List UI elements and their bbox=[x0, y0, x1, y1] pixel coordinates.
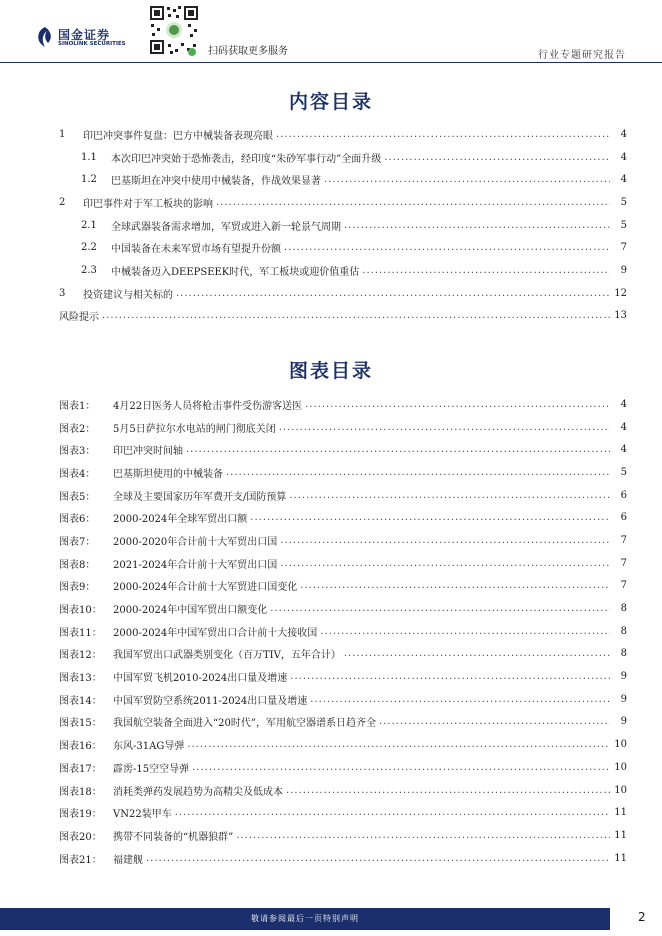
leader-dots bbox=[236, 830, 610, 841]
contents-title: 内容目录 bbox=[288, 91, 373, 113]
logo-mark-icon bbox=[36, 26, 54, 48]
toc-entry-page: 5 bbox=[620, 196, 627, 208]
leader-dots bbox=[279, 422, 610, 433]
leader-dots bbox=[379, 716, 610, 727]
figure-entry-title: 2000-2024年中国军贸出口额变化 bbox=[113, 605, 268, 617]
toc-entry-title: 投资建议与相关标的 bbox=[83, 289, 173, 301]
figure-entry[interactable] bbox=[59, 620, 627, 643]
figure-entry[interactable] bbox=[59, 461, 627, 484]
figure-entry-page: 4 bbox=[620, 421, 627, 433]
figure-entry-number: 图表9： bbox=[59, 582, 96, 594]
figure-entry[interactable] bbox=[59, 416, 627, 439]
header-divider bbox=[0, 62, 662, 63]
leader-dots bbox=[276, 129, 610, 140]
figure-entry-title: 巴基斯坦使用的中械装备 bbox=[113, 468, 223, 480]
figure-entry[interactable] bbox=[59, 438, 627, 461]
figure-entry-title: 2000-2020年合计前十大军贸出口国 bbox=[113, 536, 278, 548]
figure-entry-title: 福建舰 bbox=[113, 854, 143, 866]
figure-entry-page: 9 bbox=[620, 716, 627, 728]
figure-entry-title: 5月5日萨拉尔水电站的闸门彻底关闭 bbox=[113, 423, 276, 435]
leader-dots bbox=[175, 807, 610, 818]
figures-list bbox=[59, 393, 627, 869]
figure-entry[interactable] bbox=[59, 643, 627, 666]
leader-dots bbox=[146, 853, 610, 864]
toc-entry-page: 5 bbox=[620, 219, 627, 231]
leader-dots bbox=[344, 220, 610, 231]
figure-entry-page: 8 bbox=[620, 625, 627, 637]
figure-entry-number: 图表7： bbox=[59, 536, 96, 548]
leader-dots bbox=[176, 288, 610, 299]
figure-entry[interactable] bbox=[59, 506, 627, 529]
toc-entry[interactable] bbox=[59, 146, 627, 169]
figure-entry-title: 2021-2024年合计前十大军贸出口国 bbox=[113, 559, 278, 571]
leader-dots bbox=[186, 444, 610, 455]
figure-entry-number: 图表10： bbox=[59, 605, 102, 617]
figure-entry-number: 图表20： bbox=[59, 831, 102, 843]
leader-dots bbox=[362, 265, 610, 276]
toc-entry-page: 12 bbox=[614, 287, 627, 299]
figure-entry-title: VN22装甲车 bbox=[113, 809, 172, 821]
toc-entry-number: 2.1 bbox=[81, 219, 97, 231]
figure-entry[interactable] bbox=[59, 779, 627, 802]
figure-entry[interactable] bbox=[59, 552, 627, 575]
report-type-label: 行业专题研究报告 bbox=[538, 50, 626, 61]
leader-dots bbox=[320, 626, 610, 637]
page-number: 2 bbox=[638, 910, 646, 924]
figure-entry[interactable] bbox=[59, 847, 627, 870]
figure-entry-number: 图表17： bbox=[59, 763, 102, 775]
logo-english-name: SINOLINK SECURITIES bbox=[58, 41, 126, 47]
figure-entry[interactable] bbox=[59, 393, 627, 416]
figure-entry-title: 消耗类弹药发展趋势为高精尖及低成本 bbox=[113, 786, 283, 798]
figure-entry-title: 全球及主要国家历年军费开支/国防预算 bbox=[113, 491, 287, 503]
leader-dots bbox=[250, 512, 610, 523]
figure-entry-title: 2000-2024年全球军贸出口额 bbox=[113, 514, 248, 526]
toc-entry-number: 2.2 bbox=[81, 242, 97, 254]
toc-entry-page: 4 bbox=[620, 128, 627, 140]
figure-entry[interactable] bbox=[59, 756, 627, 779]
toc-entry[interactable] bbox=[59, 259, 627, 282]
figure-entry-number: 图表19： bbox=[59, 809, 102, 821]
leader-dots bbox=[187, 739, 610, 750]
figure-entry[interactable] bbox=[59, 733, 627, 756]
figure-entry-number: 图表13： bbox=[59, 673, 102, 685]
figure-entry-number: 图表3： bbox=[59, 446, 96, 458]
toc-entry-title: 巴基斯坦在冲突中使用中械装备，作战效果显著 bbox=[111, 176, 321, 188]
figure-entry-number: 图表1： bbox=[59, 400, 96, 412]
figure-entry-page: 6 bbox=[620, 512, 627, 524]
toc-entry-title: 中械装备迈入DEEPSEEK时代，军工板块或迎价值重估 bbox=[111, 266, 360, 278]
toc-entry[interactable] bbox=[59, 305, 627, 328]
page-header bbox=[0, 0, 662, 64]
toc-entry-number: 1.1 bbox=[81, 151, 97, 163]
figure-entry-page: 4 bbox=[620, 444, 627, 456]
figure-entry-number: 图表6： bbox=[59, 514, 96, 526]
figure-entry-page: 11 bbox=[614, 852, 627, 864]
contents-list bbox=[59, 123, 627, 327]
figure-entry-title: 东风-31AG导弹 bbox=[113, 741, 185, 753]
toc-entry-title: 风险提示 bbox=[59, 312, 99, 324]
leader-dots bbox=[310, 694, 610, 705]
footer-disclaimer: 敬请参阅最后一页特别声明 bbox=[251, 914, 359, 923]
toc-entry-page: 4 bbox=[620, 151, 627, 163]
figure-entry-title: 携带不同装备的“机器狼群” bbox=[113, 831, 234, 843]
figure-entry-number: 图表21： bbox=[59, 854, 102, 866]
toc-entry-page: 13 bbox=[614, 310, 627, 322]
page-footer-bar bbox=[0, 908, 610, 930]
toc-entry-number: 2.3 bbox=[81, 264, 97, 276]
figure-entry-number: 图表4： bbox=[59, 468, 96, 480]
figure-entry-title: 我国航空装备全面进入“20时代”，军用航空器谱系日趋齐全 bbox=[113, 718, 376, 730]
figure-entry-number: 图表12： bbox=[59, 650, 102, 662]
sinolink-logo bbox=[36, 24, 136, 54]
figure-entry-title: 2000-2024年中国军贸出口合计前十大接收国 bbox=[113, 627, 318, 639]
toc-entry-number: 1 bbox=[59, 128, 66, 140]
figure-entry[interactable] bbox=[59, 688, 627, 711]
toc-entry[interactable] bbox=[59, 168, 627, 191]
logo-chinese-name: 国金证券 bbox=[58, 28, 111, 42]
toc-entry-number: 2 bbox=[59, 196, 66, 208]
figure-entry[interactable] bbox=[59, 597, 627, 620]
figure-entry-title: 霹雳-15空空导弹 bbox=[113, 763, 190, 775]
figure-entry-page: 7 bbox=[620, 580, 627, 592]
leader-dots bbox=[280, 558, 610, 569]
figure-entry-title: 印巴冲突时间轴 bbox=[113, 446, 183, 458]
figure-entry-title: 我国军贸出口武器类别变化（百万TIV，五年合计） bbox=[113, 650, 341, 662]
toc-entry-title: 印巴冲突事件复盘：巴方中械装备表现亮眼 bbox=[83, 130, 273, 142]
leader-dots bbox=[280, 535, 610, 546]
figure-entry-title: 中国军贸防空系统2011-2024出口量及增速 bbox=[113, 695, 308, 707]
leader-dots bbox=[290, 671, 610, 682]
toc-entry[interactable] bbox=[59, 282, 627, 305]
figure-entry-title: 2000-2024年合计前十大军贸进口国变化 bbox=[113, 582, 298, 594]
figure-entry-page: 10 bbox=[614, 784, 627, 796]
scan-for-more-text: 扫码获取更多服务 bbox=[208, 46, 288, 57]
leader-dots bbox=[284, 242, 610, 253]
figure-entry-page: 11 bbox=[614, 807, 627, 819]
figure-entry-page: 4 bbox=[620, 398, 627, 410]
leader-dots bbox=[344, 648, 610, 659]
figure-entry[interactable] bbox=[59, 824, 627, 847]
figure-entry-page: 7 bbox=[620, 534, 627, 546]
leader-dots bbox=[192, 762, 610, 773]
figure-entry-title: 中国军贸飞机2010-2024出口量及增速 bbox=[113, 673, 288, 685]
figure-entry-number: 图表2： bbox=[59, 423, 96, 435]
figure-entry[interactable] bbox=[59, 484, 627, 507]
leader-dots bbox=[324, 174, 610, 185]
leader-dots bbox=[270, 603, 610, 614]
toc-entry-number: 3 bbox=[59, 287, 66, 299]
figure-entry-page: 9 bbox=[620, 671, 627, 683]
figure-entry-number: 图表16： bbox=[59, 741, 102, 753]
figure-entry[interactable] bbox=[59, 711, 627, 734]
figure-entry[interactable] bbox=[59, 575, 627, 598]
toc-entry-page: 9 bbox=[620, 264, 627, 276]
figure-entry[interactable] bbox=[59, 801, 627, 824]
leader-dots bbox=[286, 785, 610, 796]
figure-entry-page: 6 bbox=[620, 489, 627, 501]
leader-dots bbox=[226, 467, 610, 478]
toc-entry-title: 全球武器装备需求增加，军贸或进入新一轮景气周期 bbox=[111, 221, 341, 233]
leader-dots bbox=[216, 197, 610, 208]
figure-entry-number: 图表5： bbox=[59, 491, 96, 503]
figure-entry-page: 5 bbox=[620, 466, 627, 478]
figure-entry-page: 7 bbox=[620, 557, 627, 569]
leader-dots bbox=[289, 490, 610, 501]
toc-entry-page: 4 bbox=[620, 174, 627, 186]
figure-entry-page: 8 bbox=[620, 603, 627, 615]
toc-entry[interactable] bbox=[59, 236, 627, 259]
figure-entry-page: 11 bbox=[614, 829, 627, 841]
leader-dots bbox=[102, 310, 610, 321]
figure-entry-page: 9 bbox=[620, 693, 627, 705]
figure-entry-number: 图表15： bbox=[59, 718, 102, 730]
leader-dots bbox=[384, 152, 610, 163]
toc-entry-page: 7 bbox=[620, 242, 627, 254]
toc-entry[interactable] bbox=[59, 191, 627, 214]
figure-entry-number: 图表14： bbox=[59, 695, 102, 707]
figure-entry-number: 图表18： bbox=[59, 786, 102, 798]
figure-entry-number: 图表8： bbox=[59, 559, 96, 571]
leader-dots bbox=[305, 399, 610, 410]
figure-entry[interactable] bbox=[59, 665, 627, 688]
figure-entry[interactable] bbox=[59, 529, 627, 552]
figure-entry-page: 10 bbox=[614, 761, 627, 773]
toc-entry[interactable] bbox=[59, 123, 627, 146]
figure-entry-number: 图表11： bbox=[59, 627, 102, 639]
toc-entry-title: 中国装备在未来军贸市场有望提升份额 bbox=[111, 244, 281, 256]
figure-entry-title: 4月22日医务人员将枪击事件受伤游客送医 bbox=[113, 400, 303, 412]
toc-entry-title: 印巴事件对于军工板块的影响 bbox=[83, 198, 213, 210]
figure-entry-page: 10 bbox=[614, 739, 627, 751]
toc-entry-number: 1.2 bbox=[81, 174, 97, 186]
leader-dots bbox=[300, 580, 610, 591]
figures-title: 图表目录 bbox=[288, 360, 373, 382]
toc-entry[interactable] bbox=[59, 214, 627, 237]
figure-entry-page: 8 bbox=[620, 648, 627, 660]
qr-code-icon[interactable] bbox=[148, 4, 200, 56]
toc-entry-title: 本次印巴冲突始于恐怖袭击，经印度“朱砂军事行动”全面升级 bbox=[111, 153, 382, 165]
